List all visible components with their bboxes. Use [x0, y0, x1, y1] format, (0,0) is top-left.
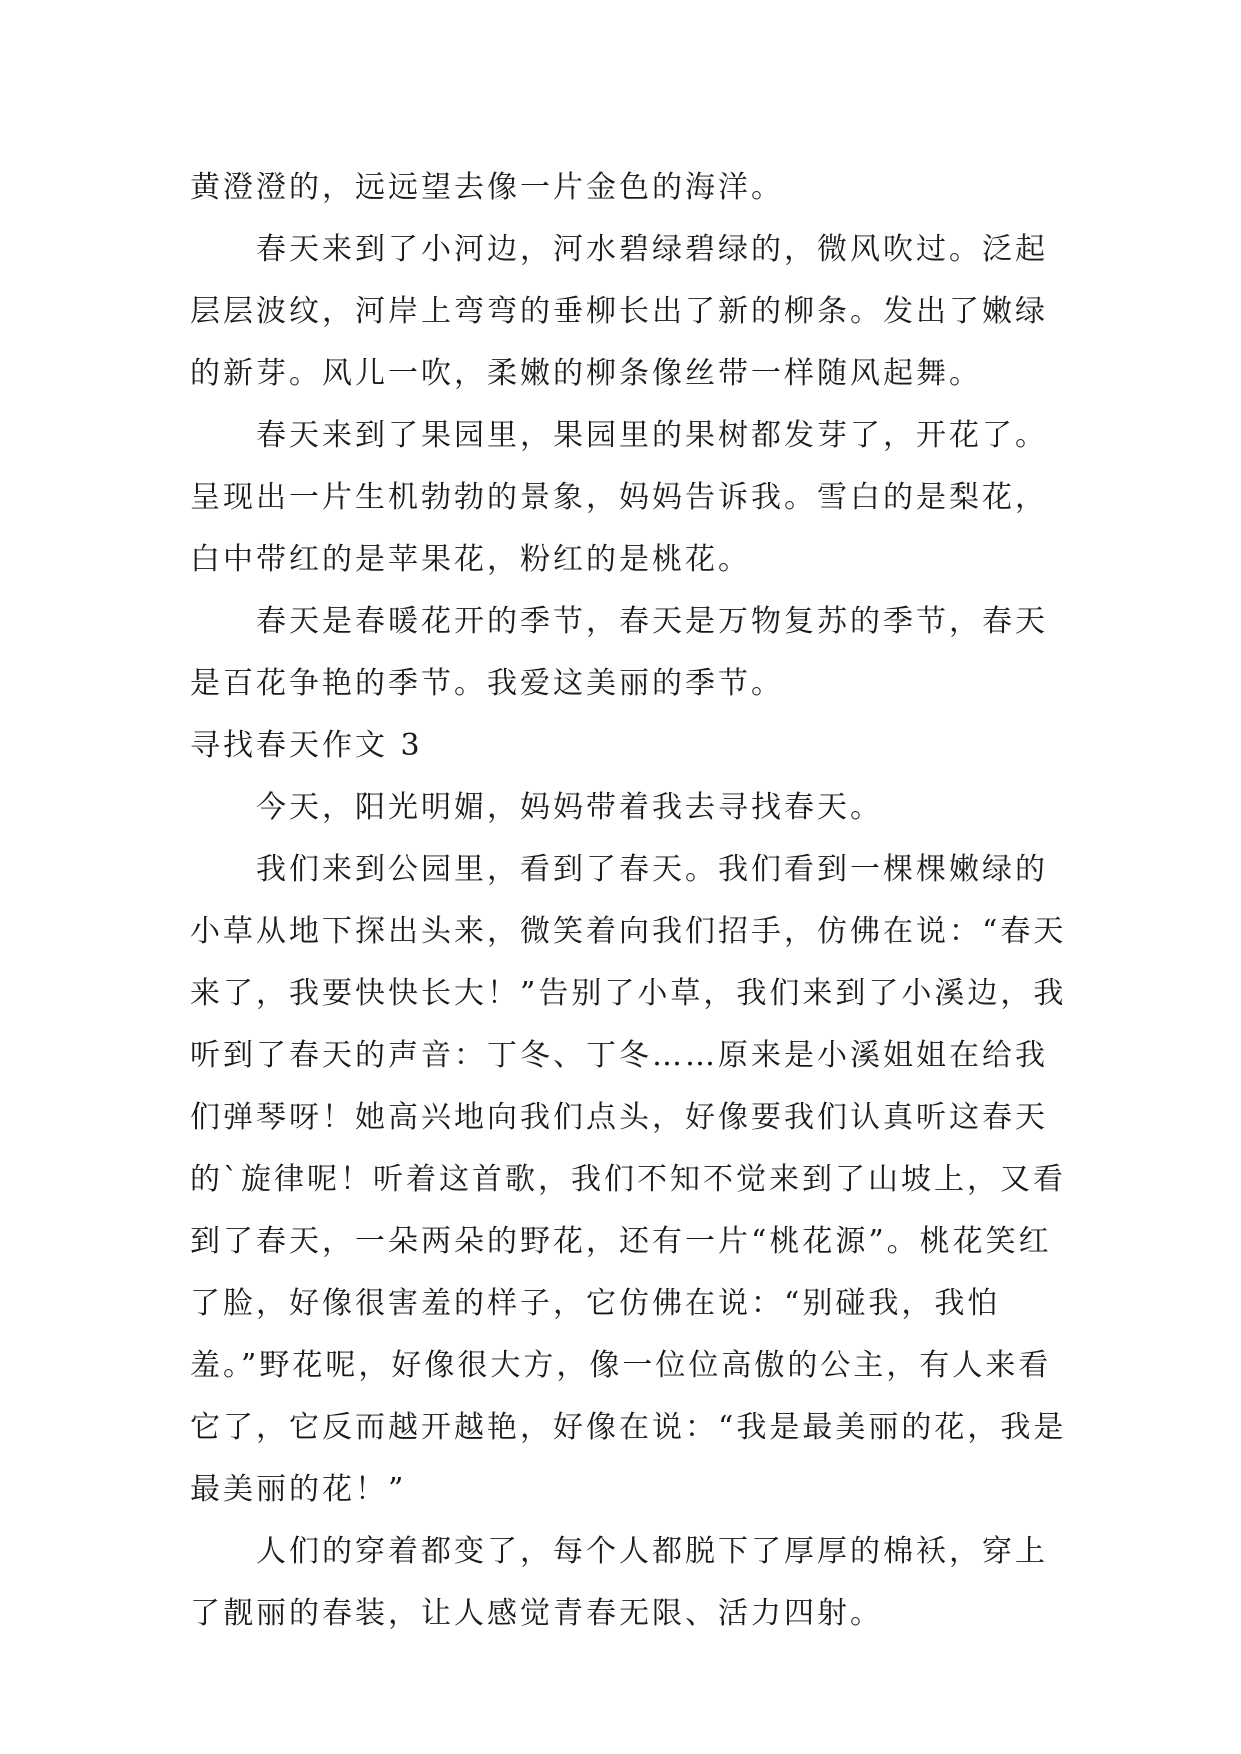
paragraph-park: 我们来到公园里，看到了春天。我们看到一棵棵嫩绿的小草从地下探出头来，微笑着向我们招手，仿佛在说：“春天来了，我要快快长大！”告别了小草，我们来到了小溪边，我听到了春天的声音：丁冬、丁冬……原来是小溪姐姐在给我们弹琴呀！她高兴地向我们点头，好像要我们认真听这春天的`旋律呢！听着这首歌，我们不知不觉来到了山坡上，又看到了春天，一朵两朵的野花，还有一片“桃花源”。桃花笑红了脸，好像很害羞的样子，它仿佛在说：“别碰我，我怕羞。”野花呢，好像很大方，像一位位高傲的公主，有人来看它了，它反而越开越艳，好像在说：“我是最美丽的花，我是最美丽的花！”: [190, 852, 1067, 1507]
paragraph-orchard: 春天来到了果园里，果园里的果树都发芽了，开花了。呈现出一片生机勃勃的景象，妈妈告诉我。雪白的是梨花，白中带红的是苹果花，粉红的是桃花。: [190, 418, 1048, 577]
paragraph-intro: 今天，阳光明媚，妈妈带着我去寻找春天。: [256, 790, 883, 825]
article-body: [190, 157, 1072, 1645]
paragraph-continuation: 黄澄澄的，远远望去像一片金色的海洋。: [190, 170, 784, 205]
paragraph-clothing: 人们的穿着都变了，每个人都脱下了厚厚的棉袄，穿上了靓丽的春装，让人感觉青春无限、活力四射。: [190, 1534, 1048, 1631]
paragraph-river: 春天来到了小河边，河水碧绿碧绿的，微风吹过。泛起层层波纹，河岸上弯弯的垂柳长出了新的柳条。发出了嫩绿的新芽。风儿一吹，柔嫩的柳条像丝带一样随风起舞。: [190, 232, 1048, 391]
paragraph-season: 春天是春暖花开的季节，春天是万物复苏的季节，春天是百花争艳的季节。我爱这美丽的季节。: [190, 604, 1048, 701]
essay-heading: 寻找春天作文 3: [190, 728, 423, 763]
